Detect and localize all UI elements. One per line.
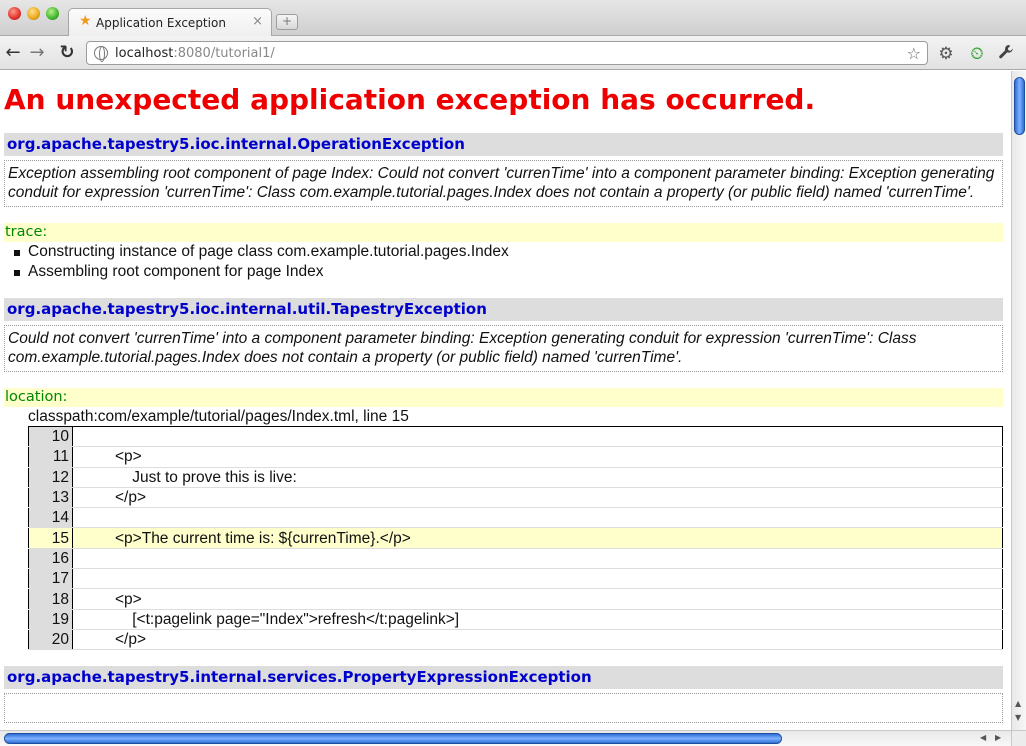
tapestry-star-icon: ★ — [79, 13, 92, 29]
bookmark-star-icon[interactable]: ☆ — [906, 44, 921, 63]
url-text[interactable]: localhost:8080/tutorial1/ — [115, 46, 275, 61]
source-line-row — [29, 589, 1003, 609]
scroll-down-arrow-icon[interactable]: ▼ — [1015, 713, 1022, 722]
globe-icon — [94, 46, 108, 60]
minimize-window-button[interactable] — [27, 7, 40, 20]
source-line-row — [29, 569, 1003, 589]
line-number: 13 — [29, 487, 73, 507]
tab-application-exception[interactable] — [68, 8, 272, 36]
tab-close-icon[interactable]: × — [252, 14, 263, 29]
line-code: <p>The current time is: ${currenTime}.</p> — [73, 528, 1003, 548]
line-number: 16 — [29, 548, 73, 568]
line-number: 14 — [29, 508, 73, 528]
gear-icon[interactable]: ⚙ — [938, 44, 954, 64]
line-number: 11 — [29, 447, 73, 467]
line-code — [73, 548, 1003, 568]
line-number: 10 — [29, 427, 73, 447]
new-tab-button[interactable]: + — [276, 14, 298, 30]
line-code: </p> — [73, 487, 1003, 507]
vertical-scroll-thumb[interactable] — [1014, 77, 1025, 135]
vertical-scrollbar[interactable] — [1011, 71, 1026, 730]
wrench-icon[interactable] — [996, 44, 1016, 64]
extension-timer-icon[interactable]: ⏲ — [970, 44, 984, 64]
source-line-row — [29, 609, 1003, 629]
scroll-right-arrow-icon[interactable]: ▶ — [995, 733, 1002, 742]
location-file: classpath:com/example/tutorial/pages/Index.tml, line 15 — [28, 408, 409, 425]
scroll-up-arrow-icon[interactable]: ▲ — [1015, 699, 1022, 708]
page-title: An unexpected application exception has occurred. — [4, 83, 816, 116]
line-number: 15 — [29, 528, 73, 548]
source-line-row — [29, 467, 1003, 487]
page-viewport — [0, 71, 1011, 730]
location-label: location: — [4, 388, 1003, 407]
exception-class-name: org.apache.tapestry5.internal.services.PropertyExpressionException — [4, 666, 1003, 689]
trace-label: trace: — [4, 223, 1003, 242]
line-number: 18 — [29, 589, 73, 609]
trace-item: Constructing instance of page class com.example.tutorial.pages.Index — [12, 242, 1003, 262]
line-code — [73, 508, 1003, 528]
address-bar[interactable] — [86, 41, 928, 65]
back-button[interactable]: ← — [5, 42, 21, 63]
line-code — [73, 427, 1003, 447]
source-line-row — [29, 508, 1003, 528]
source-line-row — [29, 487, 1003, 507]
exception-class-name: org.apache.tapestry5.ioc.internal.OperationException — [4, 133, 1003, 156]
exception-class-name: org.apache.tapestry5.ioc.internal.util.TapestryException — [4, 298, 1003, 321]
scrollbar-corner — [1011, 730, 1026, 746]
horizontal-scroll-thumb[interactable] — [4, 733, 782, 744]
line-code: <p> — [73, 589, 1003, 609]
source-line-row — [29, 528, 1003, 548]
tab-title: Application Exception — [96, 16, 226, 30]
source-line-row — [29, 548, 1003, 568]
horizontal-scrollbar[interactable] — [0, 730, 1011, 746]
line-number: 17 — [29, 569, 73, 589]
line-number: 12 — [29, 467, 73, 487]
scroll-left-arrow-icon[interactable]: ◀ — [980, 733, 987, 742]
line-code: <p> — [73, 447, 1003, 467]
exception-message: Exception assembling root component of page Index: Could not convert 'currenTime' into a component parameter binding: Exception generating conduit for expression 'currenTime': Class com.example.tutorial.pages.Index does not contain a property (or public field) named 'currenTime'. — [4, 160, 1003, 207]
line-code: [<t:pagelink page="Index">refresh</t:pagelink>] — [73, 609, 1003, 629]
source-line-row — [29, 427, 1003, 447]
exception-message: Could not convert 'currenTime' into a component parameter binding: Exception generating conduit for expression 'currenTime': Class com.example.tutorial.pages.Index does not contain a property (or public field) named 'currenTime'. — [4, 325, 1003, 372]
zoom-window-button[interactable] — [46, 7, 59, 20]
trace-item: Assembling root component for page Index — [12, 262, 1003, 282]
page-content — [0, 83, 1011, 723]
line-number: 20 — [29, 629, 73, 649]
forward-button[interactable]: → — [29, 42, 45, 63]
source-line-row — [29, 629, 1003, 649]
close-window-button[interactable] — [8, 7, 21, 20]
line-number: 19 — [29, 609, 73, 629]
line-code: Just to prove this is live: — [73, 467, 1003, 487]
trace-list — [12, 242, 1003, 282]
source-excerpt-table — [28, 426, 1003, 650]
exception-message-cut-off — [4, 693, 1003, 723]
source-line-row — [29, 447, 1003, 467]
reload-button[interactable]: ↻ — [59, 42, 75, 63]
browser-toolbar — [0, 36, 1026, 70]
window-titlebar — [0, 0, 1026, 36]
line-code: </p> — [73, 629, 1003, 649]
line-code — [73, 569, 1003, 589]
